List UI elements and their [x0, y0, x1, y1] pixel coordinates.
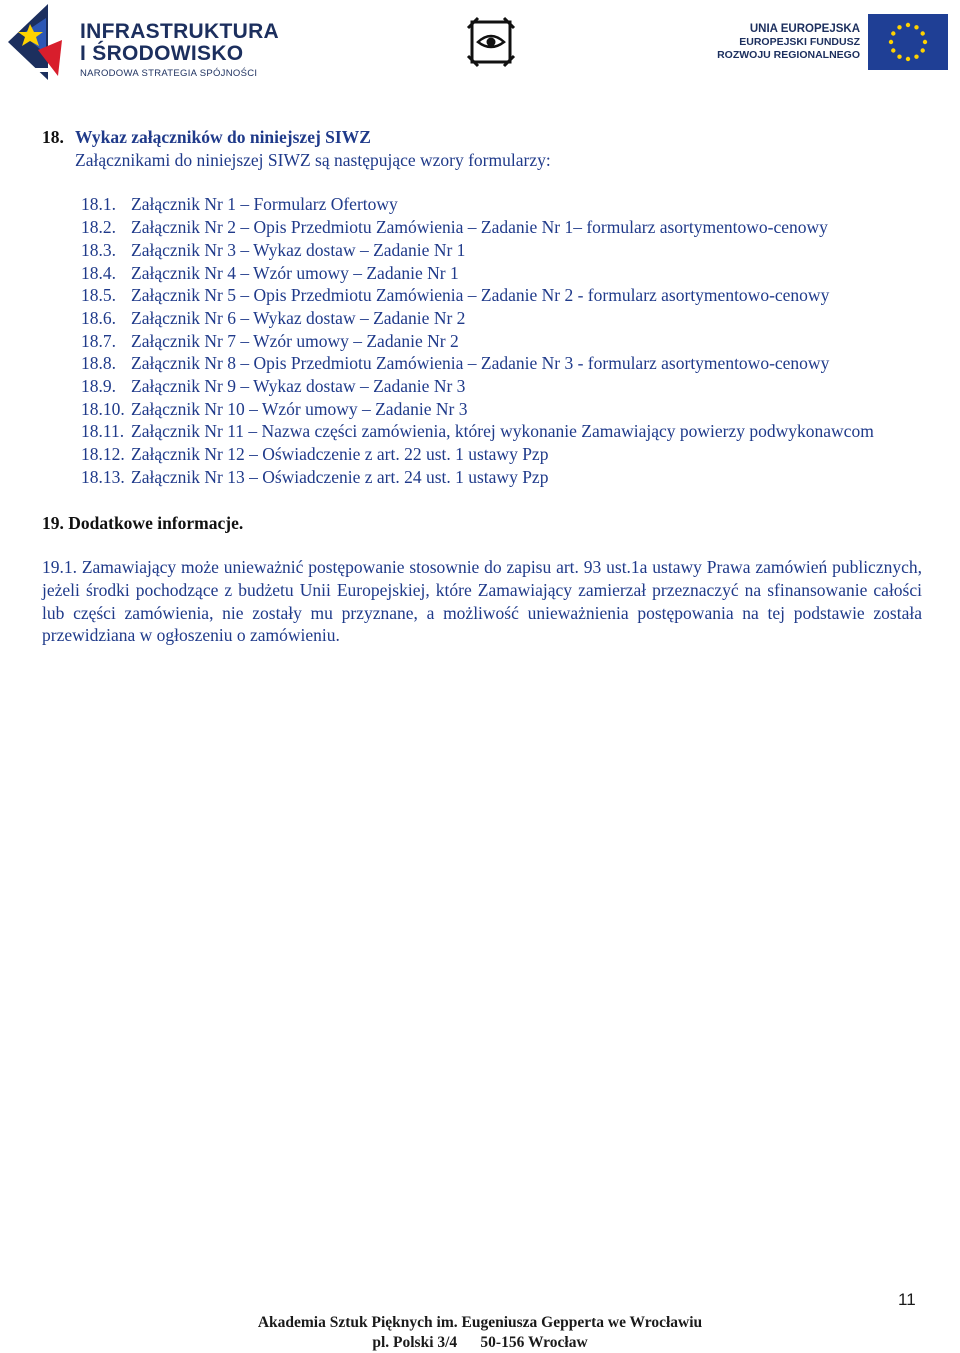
- item-number: 18.1.: [81, 194, 116, 215]
- list-item: [81, 443, 922, 466]
- section-18-intro: Załącznikami do niniejszej SIWZ są następujące wzory formularzy:: [75, 149, 551, 170]
- list-item: [81, 375, 922, 398]
- list-item: [81, 398, 922, 421]
- item-number: 18.13.: [81, 466, 125, 487]
- item-text: Załącznik Nr 12 – Oświadczenie z art. 22 ust. 1 ustawy Pzp: [131, 444, 549, 465]
- nss-logo-icon: [8, 4, 72, 84]
- page-footer: [0, 1313, 960, 1353]
- eu-flag-icon: [868, 14, 948, 70]
- list-item: [81, 307, 922, 330]
- list-item: [81, 216, 922, 239]
- item-number: 18.7.: [81, 330, 116, 351]
- page-header: [0, 0, 960, 90]
- section-18-title: Wykaz załączników do niniejszej SIWZ: [75, 127, 371, 147]
- section-19-heading: 19. Dodatkowe informacje.: [42, 512, 244, 533]
- eu-logo: [717, 12, 952, 74]
- section-18-number: 18.: [42, 127, 64, 147]
- list-item: [81, 262, 922, 285]
- list-item: [81, 352, 922, 375]
- infrastruktura-logo: [8, 4, 280, 84]
- logo-left-line3: NARODOWA STRATEGIA SPÓJNOŚCI: [80, 68, 258, 79]
- item-number: 18.12.: [81, 444, 125, 465]
- item-text: Załącznik Nr 8 – Opis Przedmiotu Zamówienia – Zadanie Nr 3 - formularz asortymentowo-cenowy: [131, 353, 830, 374]
- item-number: 18.2.: [81, 217, 116, 238]
- item-text: Załącznik Nr 7 – Wzór umowy – Zadanie Nr 2: [131, 330, 459, 351]
- eu-logo-line1: UNIA EUROPEJSKA: [749, 23, 860, 35]
- item-text: Załącznik Nr 1 – Formularz Ofertowy: [131, 194, 398, 215]
- item-number: 18.9.: [81, 376, 116, 397]
- item-text: Załącznik Nr 2 – Opis Przedmiotu Zamówienia – Zadanie Nr 1– formularz asortymentowo-cenowy: [131, 217, 828, 238]
- footer-line1: Akademia Sztuk Pięknych im. Eugeniusza Gepperta we Wrocławiu: [257, 1314, 703, 1331]
- item-text: Załącznik Nr 5 – Opis Przedmiotu Zamówienia – Zadanie Nr 2 - formularz asortymentowo-cenowy: [131, 285, 830, 306]
- eu-logo-line3: ROZWOJU REGIONALNEGO: [717, 49, 860, 61]
- item-text: Załącznik Nr 11 – Nazwa części zamówienia, której wykonanie Zamawiający powierzy podwykonawcom: [131, 421, 874, 442]
- logo-left-line1: INFRASTRUKTURA: [80, 20, 280, 43]
- item-text: Załącznik Nr 6 – Wykaz dostaw – Zadanie Nr 2: [131, 307, 466, 328]
- list-item: [81, 193, 922, 216]
- eu-logo-line2: EUROPEJSKI FUNDUSZ: [739, 36, 860, 48]
- item-number: 18.3.: [81, 239, 116, 260]
- item-text: Załącznik Nr 10 – Wzór umowy – Zadanie Nr 3: [131, 398, 468, 419]
- list-item: [81, 420, 922, 443]
- item-number: 18.8.: [81, 353, 116, 374]
- item-text: Załącznik Nr 4 – Wzór umowy – Zadanie Nr 1: [131, 262, 459, 283]
- item-text: Załącznik Nr 3 – Wykaz dostaw – Zadanie Nr 1: [131, 239, 466, 260]
- list-item: [81, 330, 922, 353]
- item-text: Załącznik Nr 9 – Wykaz dostaw – Zadanie Nr 3: [131, 376, 466, 397]
- item-number: 18.11.: [81, 421, 125, 442]
- section-19-paragraph: 19.1. Zamawiający może unieważnić postępowanie stosownie do zapisu art. 93 ust.1a ustawy Prawa zamówień publicznych, jeżeli środki pochodzące z budżetu Unii Europejskiej, które Zamawiający zamierzał przeznaczyć na sfinansowanie całości lub części zamówienia, nie zostały mu przyznane, a możliwość unieważnienia postępowania na tej podstawie została przewidziana w ogłoszeniu o zamówieniu.: [42, 557, 922, 646]
- list-item: [81, 466, 922, 489]
- document-body: [42, 126, 922, 647]
- logo-left-line2: I ŚRODOWISKO: [80, 42, 244, 65]
- page-number: 11: [898, 1290, 916, 1309]
- item-number: 18.10.: [81, 398, 125, 419]
- item-text: Załącznik Nr 13 – Oświadczenie z art. 24 ust. 1 ustawy Pzp: [131, 466, 549, 487]
- eye-square-icon: [464, 14, 518, 70]
- academy-emblem: [464, 14, 518, 70]
- item-number: 18.4.: [81, 262, 116, 283]
- item-number: 18.6.: [81, 307, 116, 328]
- footer-line2: pl. Polski 3/4 50-156 Wrocław: [372, 1334, 588, 1351]
- list-item: [81, 284, 922, 307]
- item-number: 18.5.: [81, 285, 116, 306]
- list-item: [81, 239, 922, 262]
- attachments-list: [81, 193, 922, 488]
- section-18-heading: [42, 126, 922, 149]
